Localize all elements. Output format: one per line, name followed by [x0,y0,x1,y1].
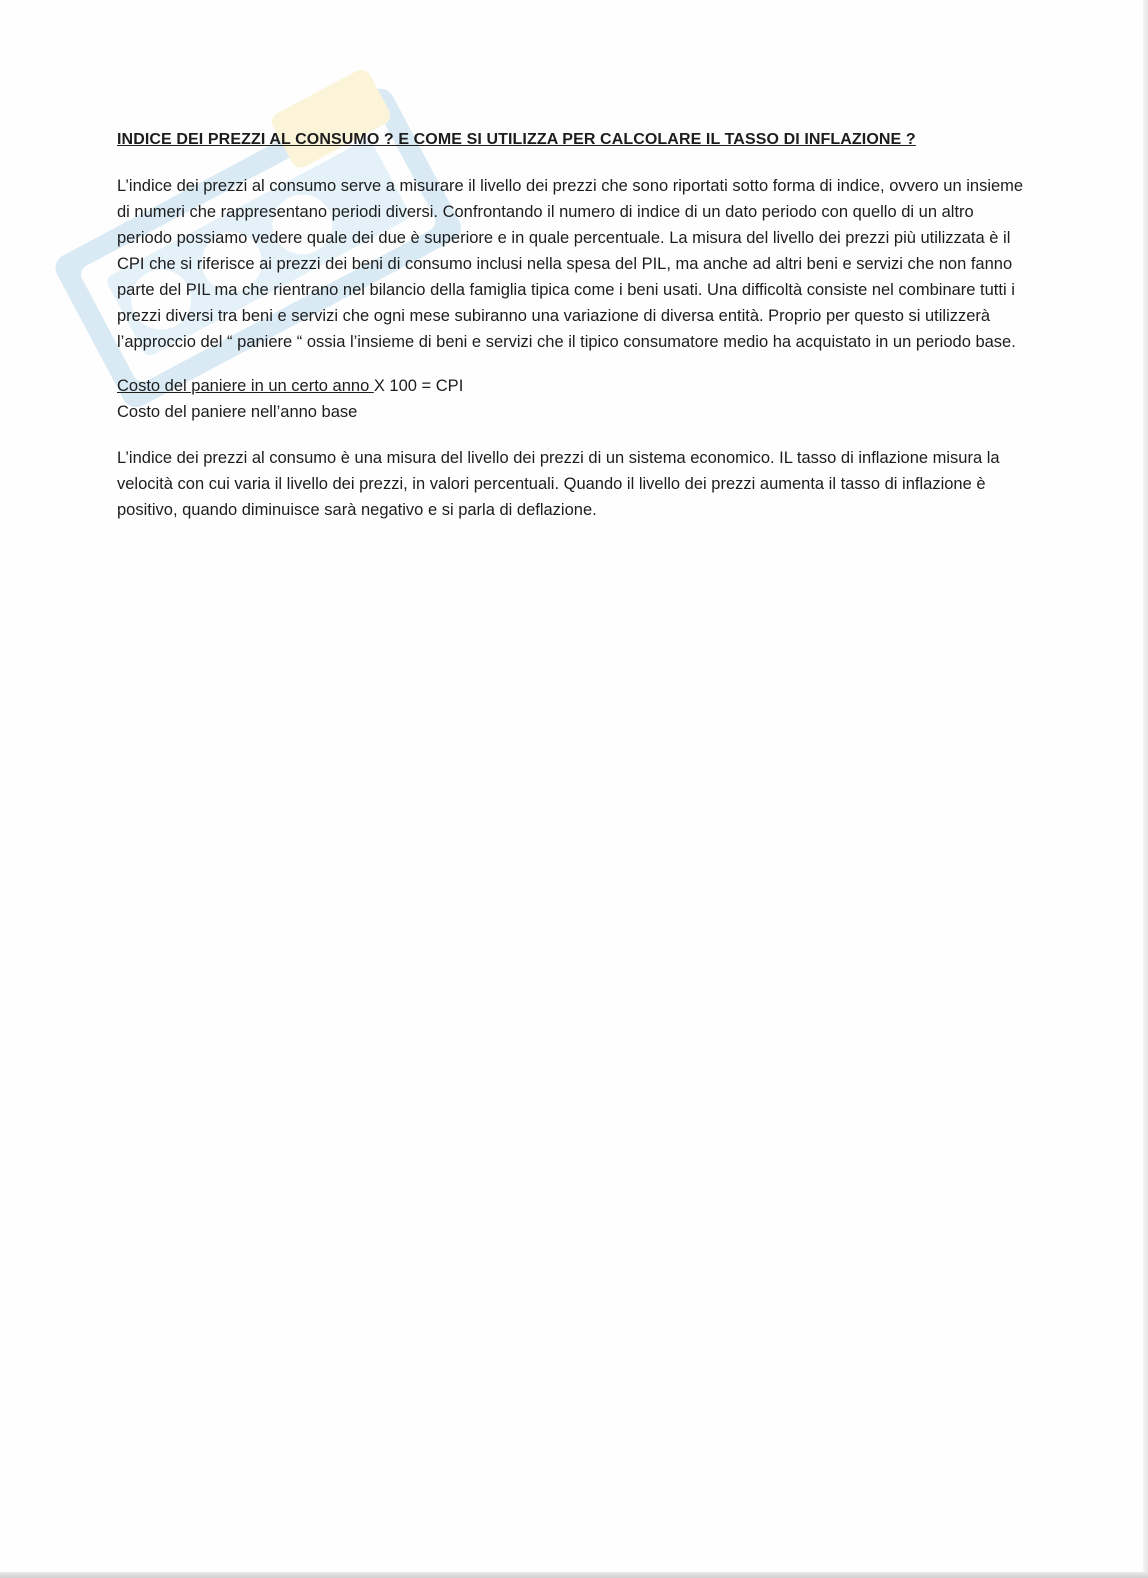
scan-edge-bottom [0,1572,1148,1578]
paragraph-inflation-rate: L’indice dei prezzi al consumo è una misura del livello dei prezzi di un sistema economico. IL tasso di inflazione misura la velocità con cui varia il livello dei prezzi, in valori percentuali. Quando il livello dei prezzi aumenta il tasso di inflazione è positivo, quando diminuisce sarà negativo e si parla di deflazione. [117,449,1000,519]
document-body [117,131,1027,541]
document-title: INDICE DEI PREZZI AL CONSUMO ? E COME SI UTILIZZA PER CALCOLARE IL TASSO DI INFLAZIONE ? [117,131,916,148]
paragraph-cpi-definition: L’indice dei prezzi al consumo serve a misurare il livello dei prezzi che sono riportati sotto forma di indice, ovvero un insieme di numeri che rappresentano periodi diversi. Confrontando il numero di indice di un dato periodo con quello di un altro periodo possiamo vedere quale dei due è superiore e in quale percentuale. La misura del livello dei prezzi più utilizzata è il CPI che si riferisce ai prezzi dei beni di consumo inclusi nella spesa del PIL, ma anche ad altri beni e servizi che non fanno parte del PIL ma che rientrano nel bilancio della famiglia tipica come i beni usati. Una difficoltà consiste nel combinare tutti i prezzi diversi tra beni e servizi che ogni mese subiranno una variazione di diversa entità. Proprio per questo si utilizzerà l’approccio del “ paniere “ ossia l’insieme di beni e servizi che il tipico consumatore medio ha acquistato in un periodo base. [117,177,1024,351]
formula-result: X 100 = CPI [373,377,464,395]
scan-edge-right [1143,0,1148,1578]
formula-denominator: Costo del paniere nell’anno base [117,403,358,421]
formula-numerator-line [117,373,1027,399]
cpi-formula [117,373,1027,425]
formula-numerator: Costo del paniere in un certo anno [117,377,374,395]
